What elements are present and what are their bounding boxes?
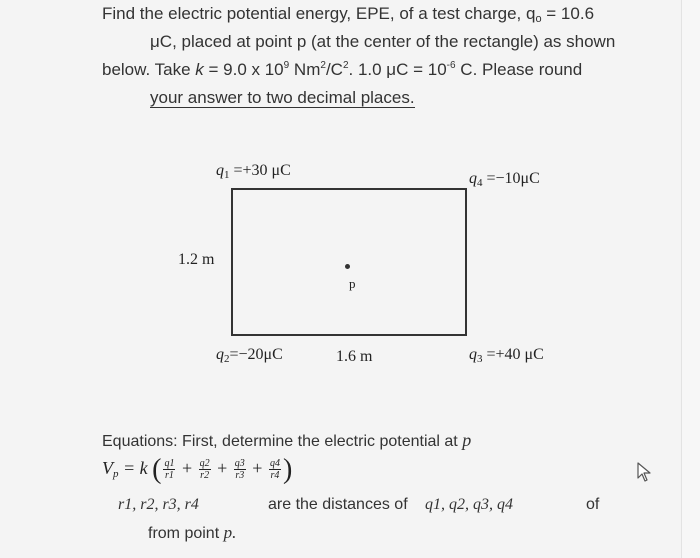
problem-line-3: below. Take k = 9.0 x $10^9$ $Nm^2/C^2$. 1.0 $\mu C = 10^{-6}$ C. Please round	[102, 60, 583, 79]
from-point-line: from point p.	[148, 523, 237, 542]
term-2: $\frac{q2}{r2}$	[199, 458, 210, 482]
equations-heading: Equations: First, determine the electric potential at p	[102, 430, 472, 450]
q-list: q1, q2, q3, q4	[425, 496, 513, 513]
r-list: r1, r2, r3, r4	[118, 496, 199, 513]
scrollbar-gutter[interactable]	[681, 0, 700, 558]
q3-label: $q_3 =+40$ μC	[469, 346, 544, 365]
right-paren: )	[282, 453, 293, 485]
height-label: 1.2 m	[178, 251, 215, 268]
width-label: 1.6 m	[336, 348, 373, 365]
problem-line-2: μC, placed at point p (at the center of the rectangle) as shown	[150, 32, 616, 51]
point-p-label: p	[349, 276, 356, 291]
q4-label: $q_4 =-10\mu C$	[469, 170, 540, 189]
q1-label: $q_1 =+30$ μC	[216, 162, 291, 181]
q2-label: $q_2=-20\mu C$	[216, 346, 283, 365]
mouse-cursor-icon	[636, 462, 652, 487]
distances-text: are the distances of	[268, 496, 408, 513]
rectangle	[231, 188, 467, 336]
term-3: $\frac{q3}{r3}$	[234, 458, 245, 482]
point-p-dot	[345, 264, 350, 269]
left-paren: (	[152, 453, 162, 485]
problem-line-1: Find the electric potential energy, EPE, of a test charge, $q_o = 10.6$	[102, 4, 595, 25]
of-text: of	[586, 496, 600, 513]
term-1: $\frac{q1}{r1}$	[164, 458, 175, 482]
term-4: $\frac{q4}{r4}$	[269, 458, 280, 482]
problem-line-4: your answer to two decimal places.	[150, 88, 415, 107]
potential-formula: $V_p = k$ ( $\frac{q1}{r1}$ + $\frac{q2}{r2}$ + $\frac{q3}{r3}$ + $\frac{q4}{r4}$ )	[102, 453, 293, 485]
